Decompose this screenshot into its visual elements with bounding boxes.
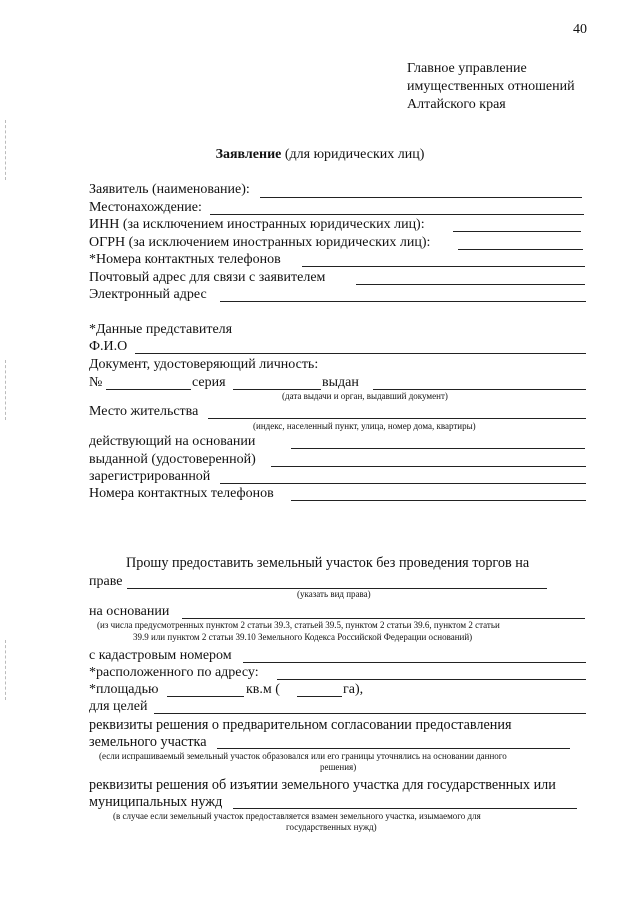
inn-field[interactable] bbox=[453, 231, 581, 232]
prelim-decision-label: реквизиты решения о предварительном согласовании предоставления bbox=[89, 717, 512, 733]
cadastral-field[interactable] bbox=[243, 662, 586, 663]
addressee-line: имущественных отношений bbox=[407, 79, 575, 94]
doc-number-field[interactable] bbox=[106, 389, 191, 390]
right-note: (указать вид права) bbox=[297, 589, 371, 599]
addressee-block bbox=[407, 60, 575, 114]
rep-phones-label: Номера контактных телефонов bbox=[89, 486, 274, 501]
prelim-decision-label-cont: земельного участка bbox=[89, 734, 207, 750]
registered-field[interactable] bbox=[220, 483, 586, 484]
location-field[interactable] bbox=[210, 214, 584, 215]
binding-marks bbox=[5, 360, 8, 420]
prelim-decision-note: (если испрашиваемый земельный участок образовался или его границы уточнялись на основании данного bbox=[99, 751, 507, 761]
fio-label: Ф.И.О bbox=[89, 339, 128, 354]
seizure-decision-label-cont: муниципальных нужд bbox=[89, 794, 223, 810]
doc-issued-field[interactable] bbox=[373, 389, 586, 390]
doc-issued-label: выдан bbox=[322, 375, 359, 390]
email-field[interactable] bbox=[220, 301, 586, 302]
area-unit-ha: га), bbox=[343, 682, 364, 697]
seizure-decision-field[interactable] bbox=[233, 808, 577, 809]
doc-number-label: № bbox=[89, 375, 103, 390]
postal-address-label: Почтовый адрес для связи с заявителем bbox=[89, 270, 326, 285]
cadastral-label: с кадастровым номером bbox=[89, 648, 232, 663]
basis-label: действующий на основании bbox=[89, 434, 256, 449]
request-line: Прошу предоставить земельный участок без проведения торгов на bbox=[126, 555, 530, 571]
address-field[interactable] bbox=[277, 679, 586, 680]
residence-label: Место жительства bbox=[89, 404, 199, 419]
residence-note: (индекс, населенный пункт, улица, номер дома, квартиры) bbox=[253, 421, 476, 431]
area-unit-sqm: кв.м ( bbox=[246, 682, 280, 697]
contact-phones-field[interactable] bbox=[302, 266, 585, 267]
contact-phones-label: *Номера контактных телефонов bbox=[89, 252, 281, 267]
binding-marks bbox=[5, 640, 8, 700]
identity-document-label: Документ, удостоверяющий личность: bbox=[89, 357, 319, 372]
seizure-decision-label: реквизиты решения об изъятии земельного участка для государственных или bbox=[89, 777, 556, 793]
doc-issued-note: (дата выдачи и орган, выдавший документ) bbox=[282, 391, 448, 401]
doc-series-field[interactable] bbox=[233, 389, 321, 390]
seizure-decision-note: государственных нужд) bbox=[286, 822, 377, 832]
fio-field[interactable] bbox=[135, 353, 586, 354]
right-label: праве bbox=[89, 574, 123, 589]
inn-label: ИНН (за исключением иностранных юридических лиц): bbox=[89, 217, 425, 232]
address-label: *расположенного по адресу: bbox=[89, 665, 259, 680]
issued-certified-field[interactable] bbox=[271, 466, 586, 467]
ogrn-label: ОГРН (за исключением иностранных юридических лиц): bbox=[89, 235, 431, 250]
area-sqm-field[interactable] bbox=[167, 696, 244, 697]
purpose-field[interactable] bbox=[154, 713, 586, 714]
issued-certified-label: выданной (удостоверенной) bbox=[89, 452, 256, 467]
prelim-decision-field[interactable] bbox=[217, 748, 570, 749]
doc-series-label: серия bbox=[192, 375, 226, 390]
area-ha-field[interactable] bbox=[297, 696, 342, 697]
request-basis-note: (из числа предусмотренных пунктом 2 статьи 39.3, статьей 39.5, пунктом 2 статьи 39.6, пунктом 2 статьи bbox=[97, 620, 500, 630]
basis-field[interactable] bbox=[291, 448, 585, 449]
addressee-line: Алтайского края bbox=[407, 97, 506, 112]
title-rest: (для юридических лиц) bbox=[281, 147, 425, 162]
document-title bbox=[0, 147, 640, 163]
prelim-decision-note: решения) bbox=[320, 762, 357, 772]
representative-heading: *Данные представителя bbox=[89, 322, 233, 337]
page-number: 40 bbox=[573, 22, 587, 37]
applicant-name-field[interactable] bbox=[260, 197, 582, 198]
residence-field[interactable] bbox=[208, 418, 586, 419]
addressee-line: Главное управление bbox=[407, 61, 527, 76]
request-basis-label: на основании bbox=[89, 604, 170, 619]
registered-label: зарегистрированной bbox=[89, 469, 211, 484]
area-label: *площадью bbox=[89, 682, 159, 697]
title-bold: Заявление bbox=[215, 147, 282, 162]
request-basis-field[interactable] bbox=[182, 618, 585, 619]
postal-address-field[interactable] bbox=[356, 284, 585, 285]
seizure-decision-note: (в случае если земельный участок предоставляется взамен земельного участка, изымаемого для bbox=[113, 811, 481, 821]
purpose-label: для целей bbox=[89, 699, 148, 714]
location-label: Местонахождение: bbox=[89, 200, 202, 215]
email-label: Электронный адрес bbox=[89, 287, 207, 302]
ogrn-field[interactable] bbox=[458, 249, 583, 250]
rep-phones-field[interactable] bbox=[291, 500, 586, 501]
applicant-name-label: Заявитель (наименование): bbox=[89, 182, 250, 197]
request-basis-note: 39.9 или пунктом 2 статьи 39.10 Земельного Кодекса Российской Федерации оснований) bbox=[133, 632, 473, 642]
